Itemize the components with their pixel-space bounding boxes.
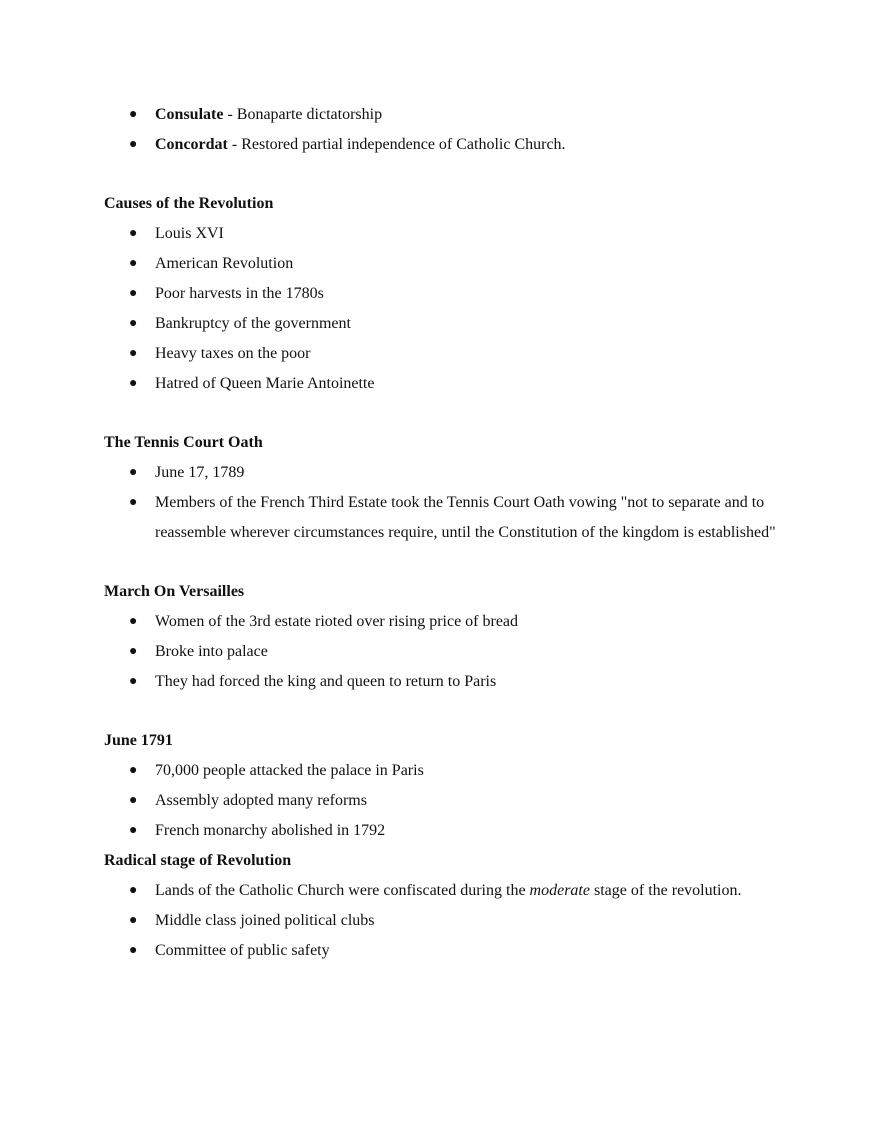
bullet-icon: ● xyxy=(129,316,138,331)
list-item-text: 70,000 people attacked the palace in Paris xyxy=(155,762,424,779)
bullet-icon: ● xyxy=(129,256,138,271)
bullet-icon: ● xyxy=(129,883,138,898)
list-item-text: June 17, 1789 xyxy=(155,464,245,481)
list-item xyxy=(104,369,784,399)
list-item xyxy=(104,488,784,548)
bullet-icon: ● xyxy=(129,137,138,152)
list-item-text: Broke into palace xyxy=(155,643,268,660)
list-item xyxy=(104,219,784,249)
term-consulate: Consulate xyxy=(155,106,224,123)
radical-stage-section xyxy=(104,846,784,966)
list-item-text: Assembly adopted many reforms xyxy=(155,792,367,809)
list-item xyxy=(104,309,784,339)
bullet-icon: ● xyxy=(129,495,138,510)
bullet-icon: ● xyxy=(129,763,138,778)
term-concordat: Concordat xyxy=(155,136,228,153)
list-item xyxy=(104,279,784,309)
list-item xyxy=(104,816,784,846)
list-item-text: Hatred of Queen Marie Antoinette xyxy=(155,375,375,392)
causes-list xyxy=(104,219,784,399)
radical-list xyxy=(104,876,784,966)
bullet-icon: ● xyxy=(129,346,138,361)
section-heading: June 1791 xyxy=(104,732,173,749)
list-item-text: Middle class joined political clubs xyxy=(155,912,375,929)
list-item-text: American Revolution xyxy=(155,255,294,272)
spacer xyxy=(104,399,784,428)
causes-section xyxy=(104,189,784,399)
intro-list xyxy=(104,100,784,160)
list-item-text: Poor harvests in the 1780s xyxy=(155,285,324,302)
list-item-text: Lands of the Catholic Church were confiscated during the xyxy=(155,882,530,899)
versailles-list xyxy=(104,607,784,697)
emphasis-text: moderate xyxy=(529,882,590,899)
versailles-section xyxy=(104,577,784,697)
list-item xyxy=(104,130,784,160)
document-page xyxy=(104,100,784,966)
list-item xyxy=(104,876,784,906)
list-item-text: stage of the revolution. xyxy=(589,882,742,899)
list-item xyxy=(104,786,784,816)
list-item-text: Louis XVI xyxy=(155,225,224,242)
section-heading: March On Versailles xyxy=(104,583,245,600)
bullet-icon: ● xyxy=(129,793,138,808)
list-item xyxy=(104,458,784,488)
list-item xyxy=(104,607,784,637)
bullet-icon: ● xyxy=(129,674,138,689)
list-item-text: French monarchy abolished in 1792 xyxy=(155,822,386,839)
term-description: - Restored partial independence of Catholic Church. xyxy=(227,136,566,153)
list-item xyxy=(104,936,784,966)
bullet-icon: ● xyxy=(129,823,138,838)
spacer xyxy=(104,160,784,189)
list-item-text: Committee of public safety xyxy=(155,942,330,959)
section-heading: The Tennis Court Oath xyxy=(104,434,263,451)
list-item-text: Women of the 3rd estate rioted over rising price of bread xyxy=(155,613,519,630)
bullet-icon: ● xyxy=(129,465,138,480)
spacer xyxy=(104,697,784,726)
tennis-court-oath-section xyxy=(104,428,784,548)
list-item xyxy=(104,100,784,130)
bullet-icon: ● xyxy=(129,913,138,928)
list-item xyxy=(104,667,784,697)
tennis-list xyxy=(104,458,784,548)
term-description: - Bonaparte dictatorship xyxy=(223,106,383,123)
bullet-icon: ● xyxy=(129,614,138,629)
bullet-icon: ● xyxy=(129,943,138,958)
section-heading: Causes of the Revolution xyxy=(104,195,274,212)
list-item-text: They had forced the king and queen to return to Paris xyxy=(155,673,497,690)
list-item xyxy=(104,756,784,786)
bullet-icon: ● xyxy=(129,376,138,391)
section-heading: Radical stage of Revolution xyxy=(104,852,292,869)
list-item-text: Heavy taxes on the poor xyxy=(155,345,311,362)
bullet-icon: ● xyxy=(129,644,138,659)
list-item-text: Members of the French Third Estate took the Tennis Court Oath vowing "not to separate and to reassemble wherever circumstances require, until the Constitution of the kingdom is established" xyxy=(155,494,776,541)
june-1791-section xyxy=(104,726,784,846)
bullet-icon: ● xyxy=(129,107,138,122)
list-item xyxy=(104,637,784,667)
spacer xyxy=(104,548,784,577)
bullet-icon: ● xyxy=(129,286,138,301)
list-item xyxy=(104,906,784,936)
june-1791-list xyxy=(104,756,784,846)
list-item-text: Bankruptcy of the government xyxy=(155,315,351,332)
list-item xyxy=(104,249,784,279)
list-item xyxy=(104,339,784,369)
bullet-icon: ● xyxy=(129,226,138,241)
